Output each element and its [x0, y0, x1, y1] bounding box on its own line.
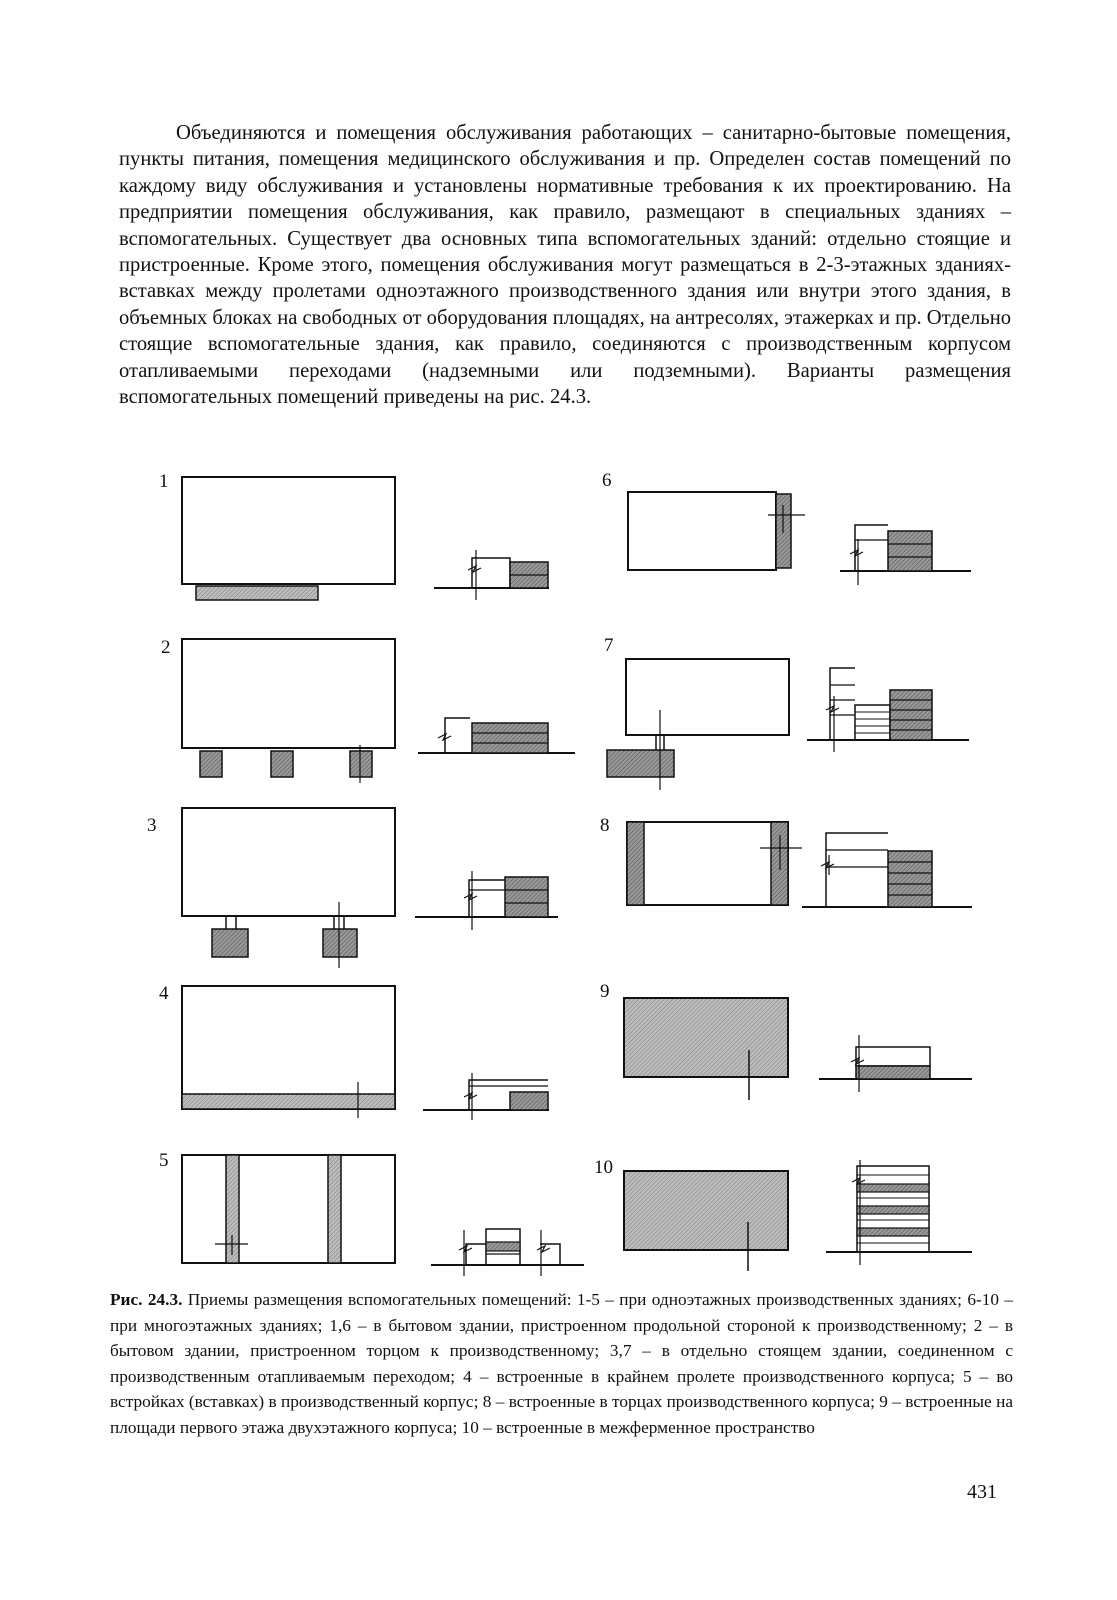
- diagram-1: [182, 477, 549, 600]
- diagram-8: [627, 822, 972, 907]
- page-number: 431: [967, 1481, 997, 1503]
- diagram-number-7: 7: [604, 635, 614, 656]
- diagram-number-8: 8: [600, 815, 610, 836]
- diagram-7: [607, 659, 969, 790]
- diagram-number-10: 10: [594, 1157, 613, 1178]
- diagram-number-6: 6: [602, 470, 612, 491]
- diagram-10: [624, 1160, 972, 1271]
- body-paragraph: Объединяются и помещения обслуживания работающих – санитарно-бытовые помещения, пункты питания, помещения медицинского обслуживания и пр. Определен состав помещений по каждому виду обслуживания и установлены нормативные требования к их проектированию. На предприятии помещения обслуживания, как правило, размещают в специальных зданиях – вспомогательных. Существует два основных типа вспомогательных зданий: отдельно стоящие и пристроенные. Кроме этого, помещения обслуживания могут размещаться в 2-3-этажных зданиях-вставках между пролетами одноэтажного производственного здания или внутри этого здания, в объемных блоках на свободных от оборудования площадях, на антресолях, этажерках и пр. Отдельно стоящие вспомогательные здания, как правило, соединяются с производственным корпусом отапливаемыми переходами (надземными или подземными). Варианты размещения вспомогательных помещений приведены на рис. 24.3.: [119, 122, 1012, 409]
- diagram-5: [182, 1155, 584, 1276]
- diagram-number-1: 1: [159, 471, 169, 492]
- diagram-6: [628, 492, 971, 585]
- figure-caption: [110, 1287, 1013, 1441]
- caption-label: Рис. 24.3.: [110, 1290, 183, 1309]
- diagram-number-4: 4: [159, 983, 169, 1004]
- diagram-number-3: 3: [147, 815, 157, 836]
- diagram-number-9: 9: [600, 981, 610, 1002]
- diagram-3: [182, 808, 558, 968]
- caption-text: Приемы размещения вспомогательных помещений: 1-5 – при одноэтажных производственных зданиях; 6-10 – при многоэтажных зданиях; 1,6 – в бытовом здании, пристроенном продольной стороной к производственному; 2 – в бытовом здании, пристроенном торцом к производственному; 3,7 – в отдельно стоящем здании, соединенном с производственным отапливаемым переходом; 4 – встроенные в крайнем пролете производственного корпуса; 5 – во встройках (вставках) в производственный корпус; 8 – встроенные в торцах производственного корпуса; 9 – встроенные на площади первого этажа двухэтажного корпуса; 10 – встроенные в межферменное пространство: [110, 1290, 1013, 1437]
- diagram-number-5: 5: [159, 1150, 169, 1171]
- diagram-number-2: 2: [161, 637, 171, 658]
- diagram-9: [624, 998, 972, 1100]
- diagram-4: [182, 986, 549, 1120]
- diagram-2: [182, 639, 575, 783]
